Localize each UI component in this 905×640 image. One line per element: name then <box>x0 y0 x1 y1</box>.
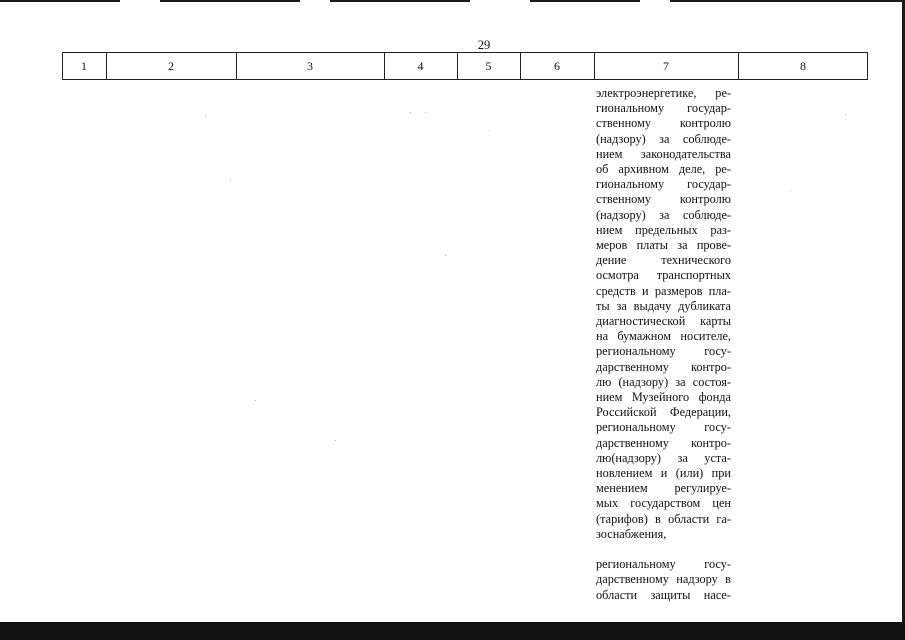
column-header-6: 6 <box>554 59 560 73</box>
scan-speck <box>335 440 336 441</box>
scan-speck <box>410 112 411 113</box>
text-line: об архивном деле, ре- <box>596 162 731 177</box>
scan-speck <box>489 130 490 131</box>
text-line: новлением и (или) при <box>596 466 731 481</box>
text-line: дарственному контро- <box>596 359 731 374</box>
text-line: электроэнергетике, ре- <box>596 86 731 100</box>
text-line: области защиты насе- <box>596 587 731 602</box>
column-header-2: 2 <box>168 59 174 73</box>
column-header-5: 5 <box>485 59 492 73</box>
text-line: лю(надзору) за уста- <box>596 450 731 465</box>
column-header-8: 8 <box>800 59 806 73</box>
column-divider <box>384 52 385 80</box>
column-7-text <box>596 86 731 603</box>
text-line: нием предельных раз- <box>596 222 731 237</box>
text-line: (тарифов) в области га- <box>596 511 731 526</box>
paragraph-1 <box>596 86 731 542</box>
column-divider <box>106 52 107 80</box>
scan-speck <box>205 116 206 117</box>
scan-speck <box>445 255 446 256</box>
scan-bottom-edge <box>0 622 905 640</box>
text-line: ственному контролю <box>596 116 731 131</box>
text-line: осмотра транспортных <box>596 268 731 283</box>
column-divider <box>594 52 595 80</box>
text-line: региональному госу- <box>596 420 731 435</box>
text-line: средств и размеров пла- <box>596 283 731 298</box>
column-divider <box>62 52 63 80</box>
text-line: региональному госу- <box>596 344 731 359</box>
page-number: 29 <box>477 38 491 52</box>
text-line: ственному контролю <box>596 192 731 207</box>
table-header-row <box>62 52 868 80</box>
column-header-3: 3 <box>307 59 313 73</box>
column-divider <box>457 52 458 80</box>
paragraph-2 <box>596 557 731 603</box>
column-divider <box>867 52 868 80</box>
text-line: Российской Федерации, <box>596 405 731 420</box>
text-line: гиональному государ- <box>596 101 731 116</box>
text-line: лю (надзору) за состоя- <box>596 374 731 389</box>
text-line: дарственному контро- <box>596 435 731 450</box>
scan-speck <box>790 190 791 191</box>
scan-speck <box>845 114 846 115</box>
scan-speck <box>255 400 256 401</box>
text-line: нием законодательства <box>596 146 731 161</box>
column-divider <box>738 52 739 80</box>
text-line: зоснабжения, <box>596 526 667 541</box>
text-line: нием Музейного фонда <box>596 390 731 405</box>
column-header-4: 4 <box>417 59 424 73</box>
text-line: мых государством цен <box>596 496 731 511</box>
column-header-7: 7 <box>663 59 669 73</box>
text-line: на бумажном носителе, <box>596 329 731 344</box>
text-line: (надзору) за соблюде- <box>596 131 731 146</box>
text-line: гиональному государ- <box>596 177 731 192</box>
scan-top-edge <box>0 0 905 2</box>
column-divider <box>236 52 237 80</box>
text-line: диагностической карты <box>596 314 731 329</box>
text-line: менением регулируе- <box>596 481 731 496</box>
scan-speck <box>230 180 231 181</box>
text-line: (надзору) за соблюде- <box>596 207 731 222</box>
scan-speck <box>425 112 426 113</box>
text-line: меров платы за прове- <box>596 238 731 253</box>
text-line: дение технического <box>596 253 731 268</box>
text-line: дарственному надзору в <box>596 572 731 587</box>
text-line: ты за выдачу дубликата <box>596 298 731 313</box>
text-line: региональному госу- <box>596 557 731 572</box>
column-divider <box>520 52 521 80</box>
column-header-1: 1 <box>81 59 87 73</box>
